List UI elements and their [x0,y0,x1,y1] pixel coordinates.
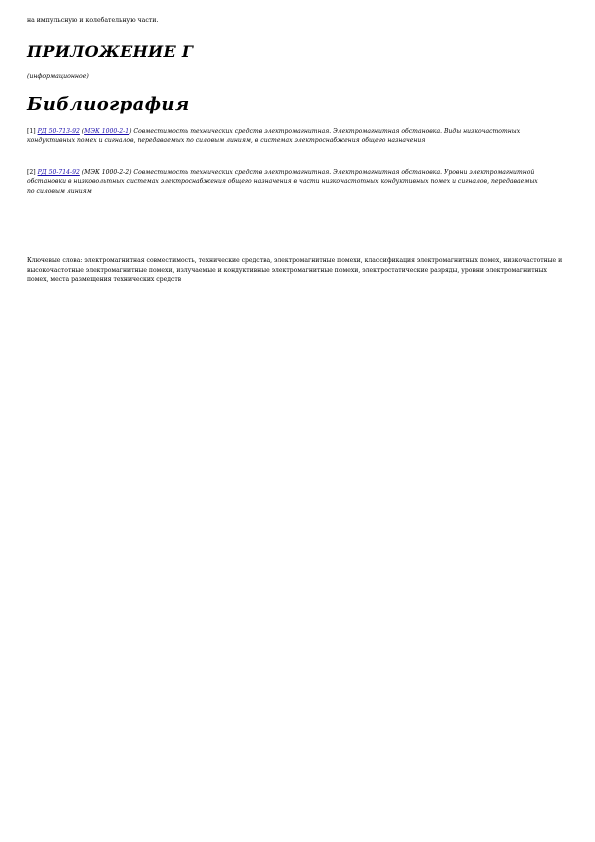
reference-document-link[interactable]: РД 50-714-92 [37,169,80,176]
appendix-title: ПРИЛОЖЕНИЕ Г [27,42,194,61]
reference-iec-link[interactable]: МЭК 1000-2-1 [84,128,130,135]
reference-close-paren: ) [129,169,132,176]
appendix-note: (информационное) [27,73,89,80]
keywords-paragraph: Ключевые слова: электромагнитная совместимость, технические средства, электромагнитные помехи, классификация электромагнитных помех, низкочастотные и высокочастотные электромагнитные помехи, излучаемые и кондуктивные электромагнитные помехи, электростатические разряды, уровни электромагнитных помех, места размещения технических средств [27,257,563,284]
reference-close-paren: ) [129,128,132,135]
bibliography-reference-1 [27,127,547,146]
reference-number: [1] [27,128,36,135]
reference-text: Совместимость технических средств электромагнитная. Электромагнитная обстановка. Виды низкочастотных кондуктивных помех и сигналов, передаваемых по силовым линиям, в системах электроснабжения общего назначения [27,128,521,145]
continuation-text: на импульсную и колебательную части. [27,17,159,24]
reference-open-paren: ( [79,128,85,135]
reference-number: [2] [27,169,36,176]
reference-document-link[interactable]: РД 50-713-92 [37,128,80,135]
reference-iec-text: МЭК 1000-2-2 [84,169,130,176]
reference-open-paren: ( [79,169,85,176]
reference-text: Совместимость технических средств электромагнитная. Электромагнитная обстановка. Уровни электромагнитной обстановки в низковольтных системах электроснабжения общего назначения в части низкочастотных кондуктивных помех и сигналов, передаваемых по силовым линиям [27,169,538,195]
bibliography-reference-2 [27,168,547,196]
bibliography-title: Библиография [27,94,190,115]
